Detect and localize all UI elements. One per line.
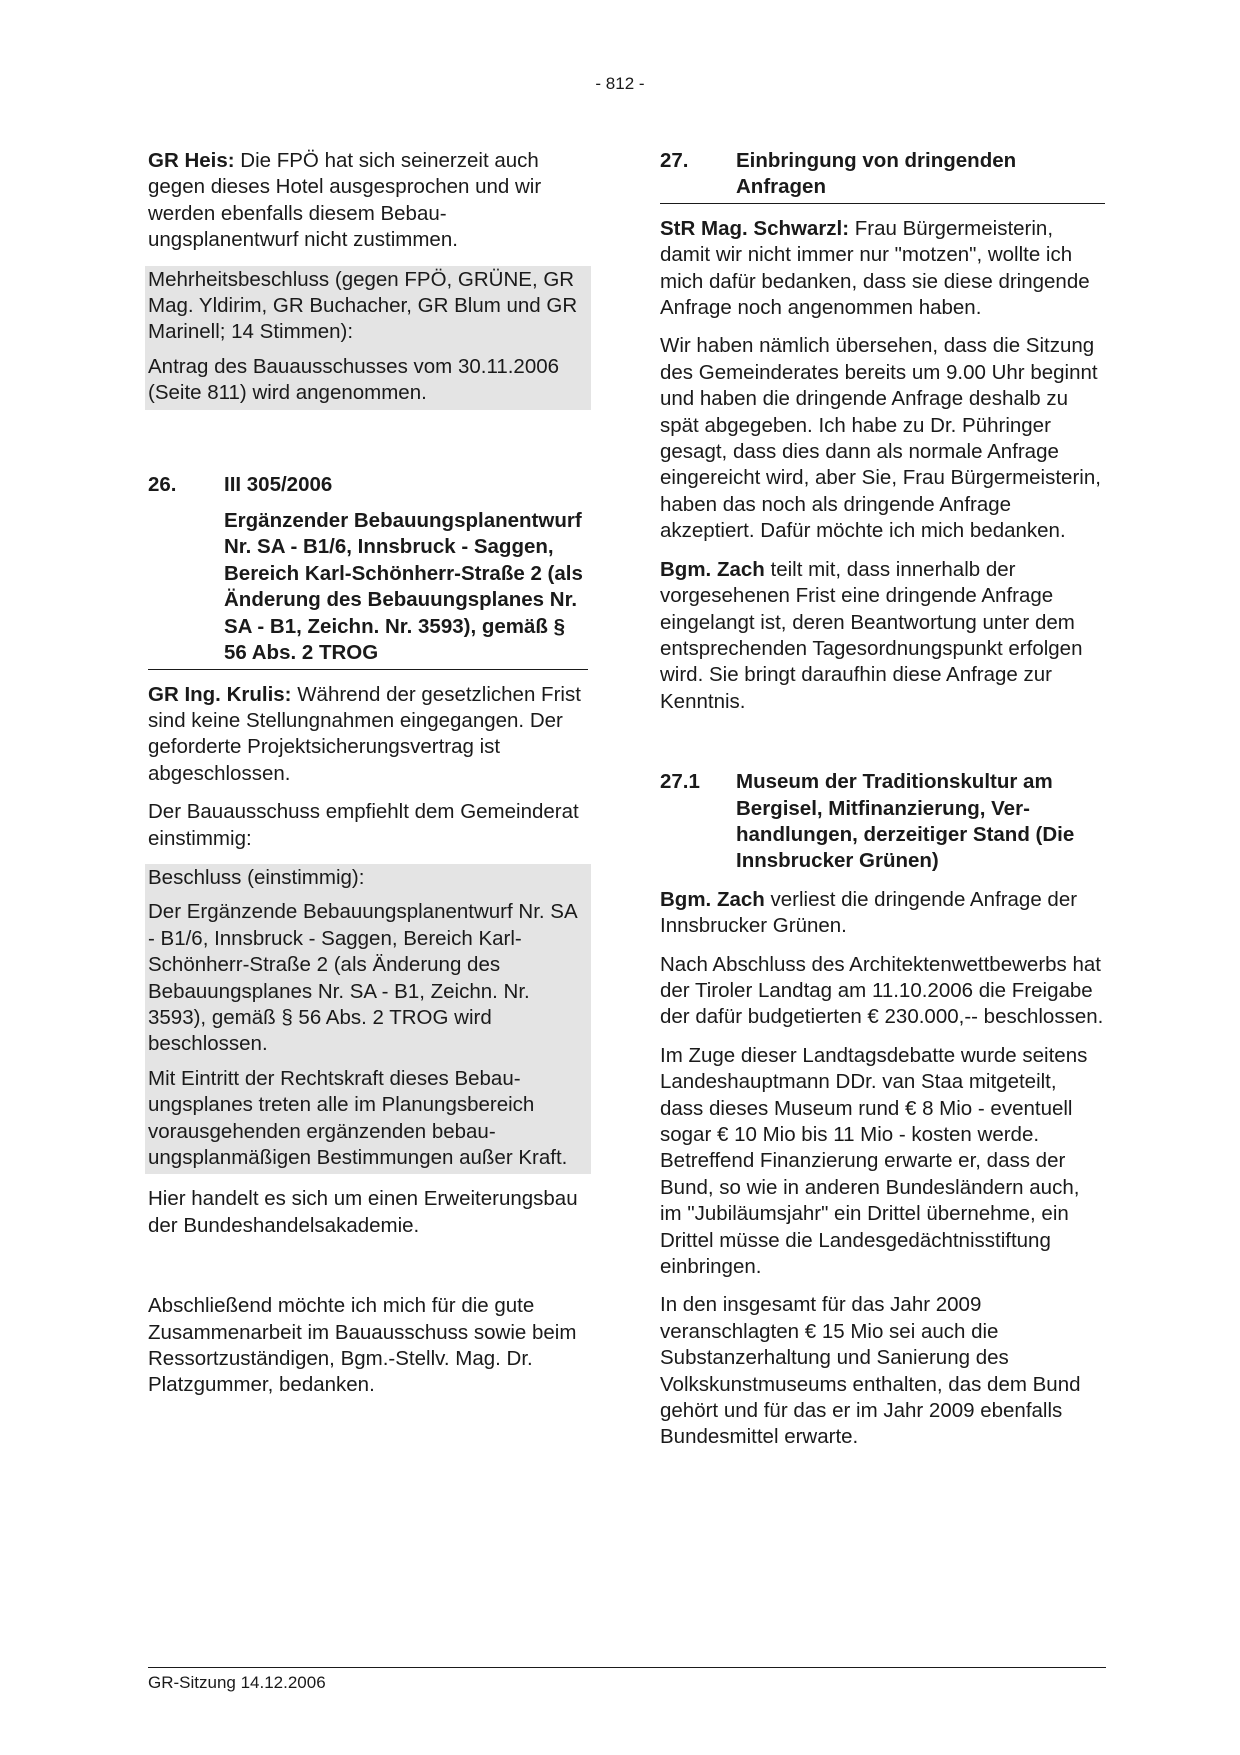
resolution-text: Der Ergänzende Bebauungsplanentwurf Nr. SA - B1/6, Innsbruck - Saggen, Bereich Karl-Schönherr-Straße 2 (als Änderung des Bebauungsplanes Nr. SA - B1, Zeichn. Nr. 3593), gemäß § 56 Abs. 2 TROG wird beschlossen. [148, 900, 577, 1056]
section-26-heading [148, 472, 588, 670]
section-title: Ergänzender Bebauungsplanentwurf Nr. SA - B1/6, Innsbruck - Saggen, Bereich Karl-Schönherr-Straße 2 (als Änderung des Bebauungsplanes Nr. SA - B1, Zeichn. Nr. 3593), gemäß § 56 Abs. 2 TROG [224, 509, 583, 665]
section-27-1-heading [660, 769, 1105, 875]
left-column [148, 148, 588, 1411]
section-number: 27. [660, 149, 689, 172]
section-number: 26. [148, 472, 177, 496]
section-27-heading [660, 148, 1105, 204]
speaker-name: StR Mag. Schwarzl: [660, 216, 850, 240]
right-column [660, 148, 1105, 1463]
resolution-text: Antrag des Bauausschusses vom 30.11.2006 (Seite 811) wird angenommen. [148, 354, 560, 405]
paragraph: Bgm. Zach verliest die dringende Anfrage der Innsbrucker Grünen. [660, 887, 1078, 938]
resolution-box [145, 266, 591, 410]
speaker-name: GR Heis: [148, 149, 235, 172]
speaker-name: Bgm. Zach [660, 887, 765, 911]
paragraph: Abschließend möchte ich mich für die gute Zusammenarbeit im Bauausschuss sowie beim Ressortzuständigen, Bgm.-Stellv. Mag. Dr. Platzgummer, bedanken. [148, 1294, 577, 1397]
section-title: Einbringung von dringenden Anfragen [736, 149, 1017, 199]
footer-text: GR-Sitzung 14.12.2006 [148, 1673, 326, 1692]
resolution-box [145, 864, 591, 1174]
section-number: 27.1 [660, 770, 700, 794]
paragraph: GR Ing. Krulis: Während der gesetzlichen Frist sind keine Stellungnahmen eingegangen. Der geforderte Projektsicherungsvertrag ist abgeschlossen. [148, 682, 581, 785]
section-title: Museum der Traditionskultur am Bergisel, Mitfinanzierung, Verhandlungen, derzeitiger Stand (Die Innsbrucker Grünen) [736, 770, 1075, 873]
footer-rule [148, 1667, 1106, 1668]
resolution-text: Mit Eintritt der Rechtskraft dieses Bebauungsplanes treten alle im Planungsbereich vorausgehenden ergänzenden bebauungsplanmäßigen Bestimmungen außer Kraft. [148, 1066, 568, 1169]
paragraph: GR Heis: Die FPÖ hat sich seinerzeit auch gegen dieses Hotel ausgesprochen und wir werden ebenfalls diesem Bebauungsplanentwurf nicht zustimmen. [148, 149, 542, 252]
speaker-name: Bgm. Zach [660, 557, 765, 581]
paragraph: Hier handelt es sich um einen Erweiterungsbau der Bundeshandelsakademie. [148, 1187, 578, 1237]
paragraph: In den insgesamt für das Jahr 2009 veranschlagten € 15 Mio sei auch die Substanzerhaltung und Sanierung des Volkskunstmuseums enthalten, das dem Bund gehört und für das er im Jahr 2009 ebenfalls Bundesmittel erwarte. [660, 1293, 1081, 1449]
paragraph: StR Mag. Schwarzl: Frau Bürgermeisterin, damit wir nicht immer nur "motzen", wollte ich mich dafür bedanken, dass sie diese dringende Anfrage noch angenommen haben. [660, 216, 1090, 320]
paragraph: Wir haben nämlich übersehen, dass die Sitzung des Gemeinderates bereits um 9.00 Uhr beginnt und haben die dringende Anfrage deshalb zu spät abgegeben. Ich habe zu Dr. Pühringer gesagt, dass dies dann als normale Anfrage eingereicht wird, aber Sie, Frau Bürgermeisterin, haben das noch als dringende Anfrage akzeptiert. Dafür möchte ich mich bedanken. [660, 334, 1101, 543]
paragraph: Nach Abschluss des Architektenwettbewerbs hat der Tiroler Landtag am 11.10.2006 die Freigabe der dafür budgetierten € 230.000,-- beschlossen. [660, 952, 1104, 1029]
paragraph: Der Bauausschuss empfiehlt dem Gemeinderat einstimmig: [148, 800, 579, 850]
speaker-name: GR Ing. Krulis: [148, 682, 292, 706]
paragraph: Bgm. Zach teilt mit, dass innerhalb der vorgesehenen Frist eine dringende Anfrage eingelangt ist, deren Beantwortung unter dem entsprechenden Tagesordnungspunkt erfolgen wird. Sie bringt daraufhin diese Anfrage zur Kenntnis. [660, 557, 1083, 713]
section-reference: III 305/2006 [224, 472, 333, 496]
resolution-text: Mehrheitsbeschluss (gegen FPÖ, GRÜNE, GR Mag. Yldirim, GR Buchacher, GR Blum und GR Marinell; 14 Stimmen): [148, 267, 578, 344]
paragraph: Im Zuge dieser Landtagsdebatte wurde seitens Landeshauptmann DDr. van Staa mitgeteilt, dass dieses Museum rund € 8 Mio - eventuell sogar € 10 Mio bis 11 Mio - kosten werde. Betreffend Finanzierung erwarte er, dass der Bund, so wie in anderen Bundesländern auch, im "Jubiläumsjahr" ein Drittel übernehme, ein Drittel müsse die Landesgedächtnisstiftung einbringen. [660, 1043, 1088, 1279]
resolution-text: Beschluss (einstimmig): [148, 865, 365, 889]
page-number: - 812 - [595, 74, 645, 93]
